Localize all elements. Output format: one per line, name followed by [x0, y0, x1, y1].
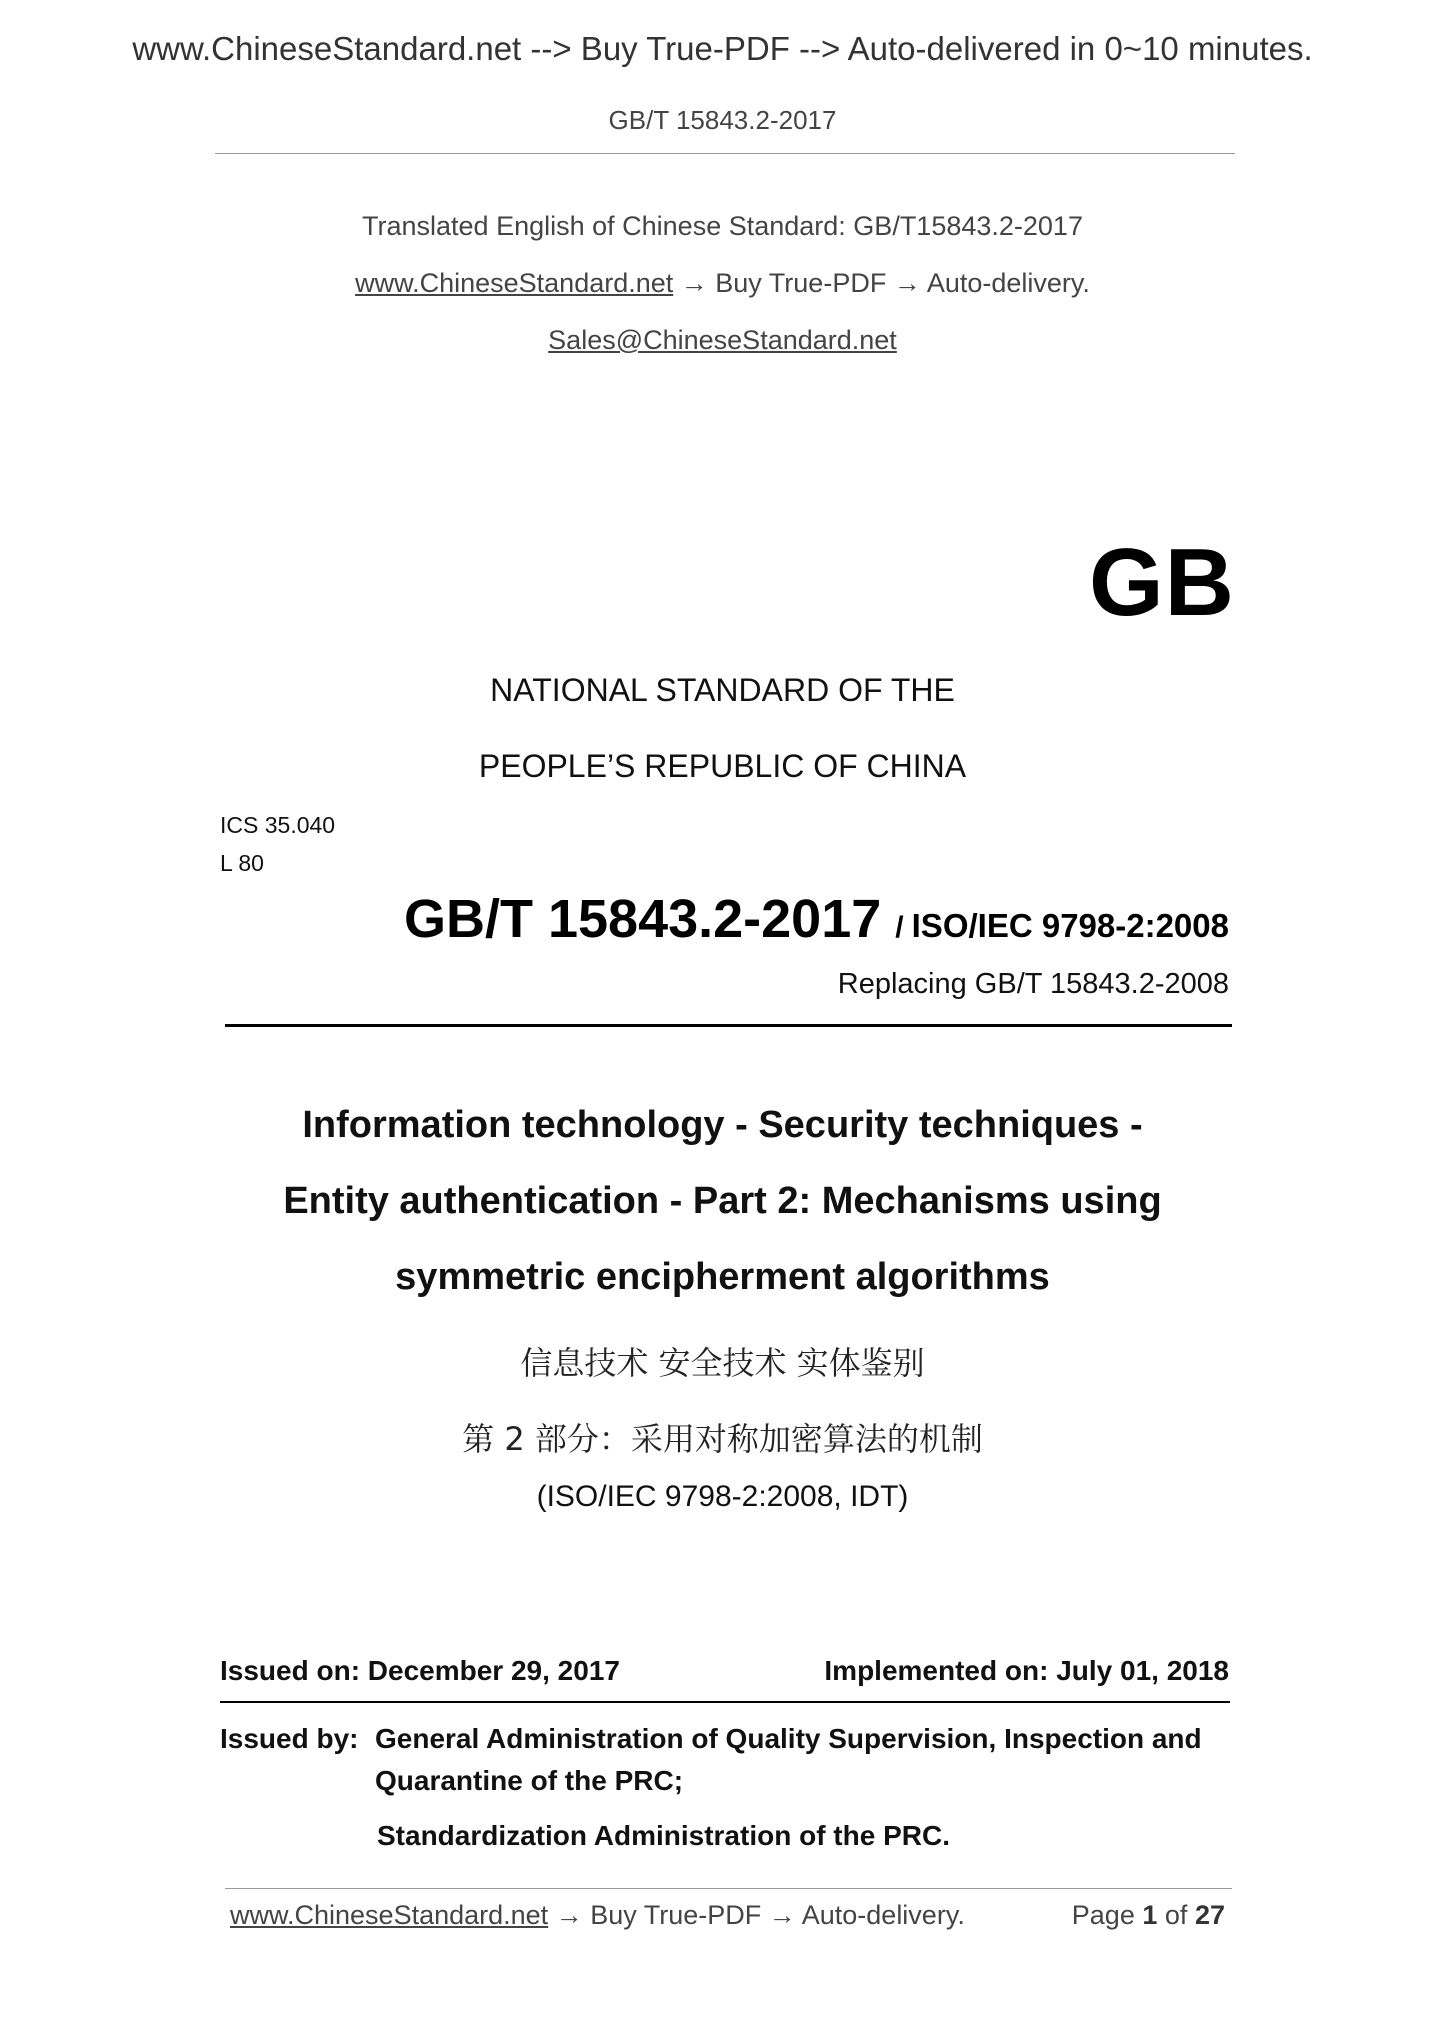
email-line [0, 325, 1445, 356]
sales-email-link[interactable]: Sales@ChineseStandard.net [548, 325, 897, 355]
header-standard-code: GB/T 15843.2-2017 [608, 105, 837, 135]
replacing-note: Replacing GB/T 15843.2-2008 [837, 968, 1229, 1000]
ics-code: ICS 35.040 [220, 812, 336, 838]
footer-divider [225, 1888, 1232, 1889]
delivery-text: → Buy True-PDF → Auto-delivery. [673, 268, 1090, 298]
delivery-line [0, 268, 1445, 299]
issuer-line-2: Quarantine of the PRC; [375, 1765, 684, 1796]
standard-separator: / [895, 911, 904, 944]
translated-note: Translated English of Chinese Standard: GB/T15843.2-2017 [362, 211, 1083, 241]
header-divider [215, 153, 1235, 154]
iso-number: ISO/IEC 9798-2:2008 [911, 907, 1229, 944]
page-total: 27 [1194, 1900, 1225, 1930]
page-of: of [1164, 1900, 1188, 1930]
issue-divider [220, 1701, 1230, 1703]
national-standard-line-1: NATIONAL STANDARD OF THE [490, 672, 955, 708]
gb-logo: GB [1089, 529, 1235, 636]
ccs-code: L 80 [220, 850, 264, 876]
footer-delivery-line [230, 1900, 965, 1931]
standard-number-line [404, 888, 1229, 950]
title-line-2: Entity authentication - Part 2: Mechanisms using [283, 1180, 1162, 1222]
site-link[interactable]: www.ChineseStandard.net [355, 268, 674, 298]
footer-site-link[interactable]: www.ChineseStandard.net [230, 1900, 549, 1930]
chinese-title-line-1: 信息技术 安全技术 实体鉴别 [520, 1344, 925, 1382]
top-banner: www.ChineseStandard.net --> Buy True-PDF --> Auto-delivered in 0~10 minutes. [132, 30, 1313, 67]
standard-divider [225, 1024, 1232, 1027]
standard-number: GB/T 15843.2-2017 [403, 889, 882, 949]
issued-on: Issued on: December 29, 2017 [220, 1655, 620, 1686]
issuer-block [375, 1718, 1202, 1802]
national-standard-line-2: PEOPLE’S REPUBLIC OF CHINA [478, 748, 967, 784]
issuer-line-1: General Administration of Quality Supervision, Inspection and [375, 1723, 1202, 1754]
title-line-3: symmetric encipherment algorithms [395, 1256, 1050, 1298]
page-label: Page [1071, 1900, 1135, 1930]
title-line-1: Information technology - Security techniques - [302, 1104, 1143, 1146]
page-indicator [1072, 1900, 1225, 1931]
chinese-title-line-2: 第 2 部分：采用对称加密算法的机制 [462, 1420, 983, 1458]
idt-note: (ISO/IEC 9798-2:2008, IDT) [536, 1480, 909, 1513]
page-current: 1 [1142, 1900, 1158, 1930]
footer-delivery-text: → Buy True-PDF → Auto-delivery. [548, 1900, 965, 1930]
implemented-on: Implemented on: July 01, 2018 [824, 1655, 1229, 1686]
issued-by-label: Issued by: [220, 1723, 359, 1754]
issuer-line-3: Standardization Administration of the PRC. [377, 1820, 950, 1851]
